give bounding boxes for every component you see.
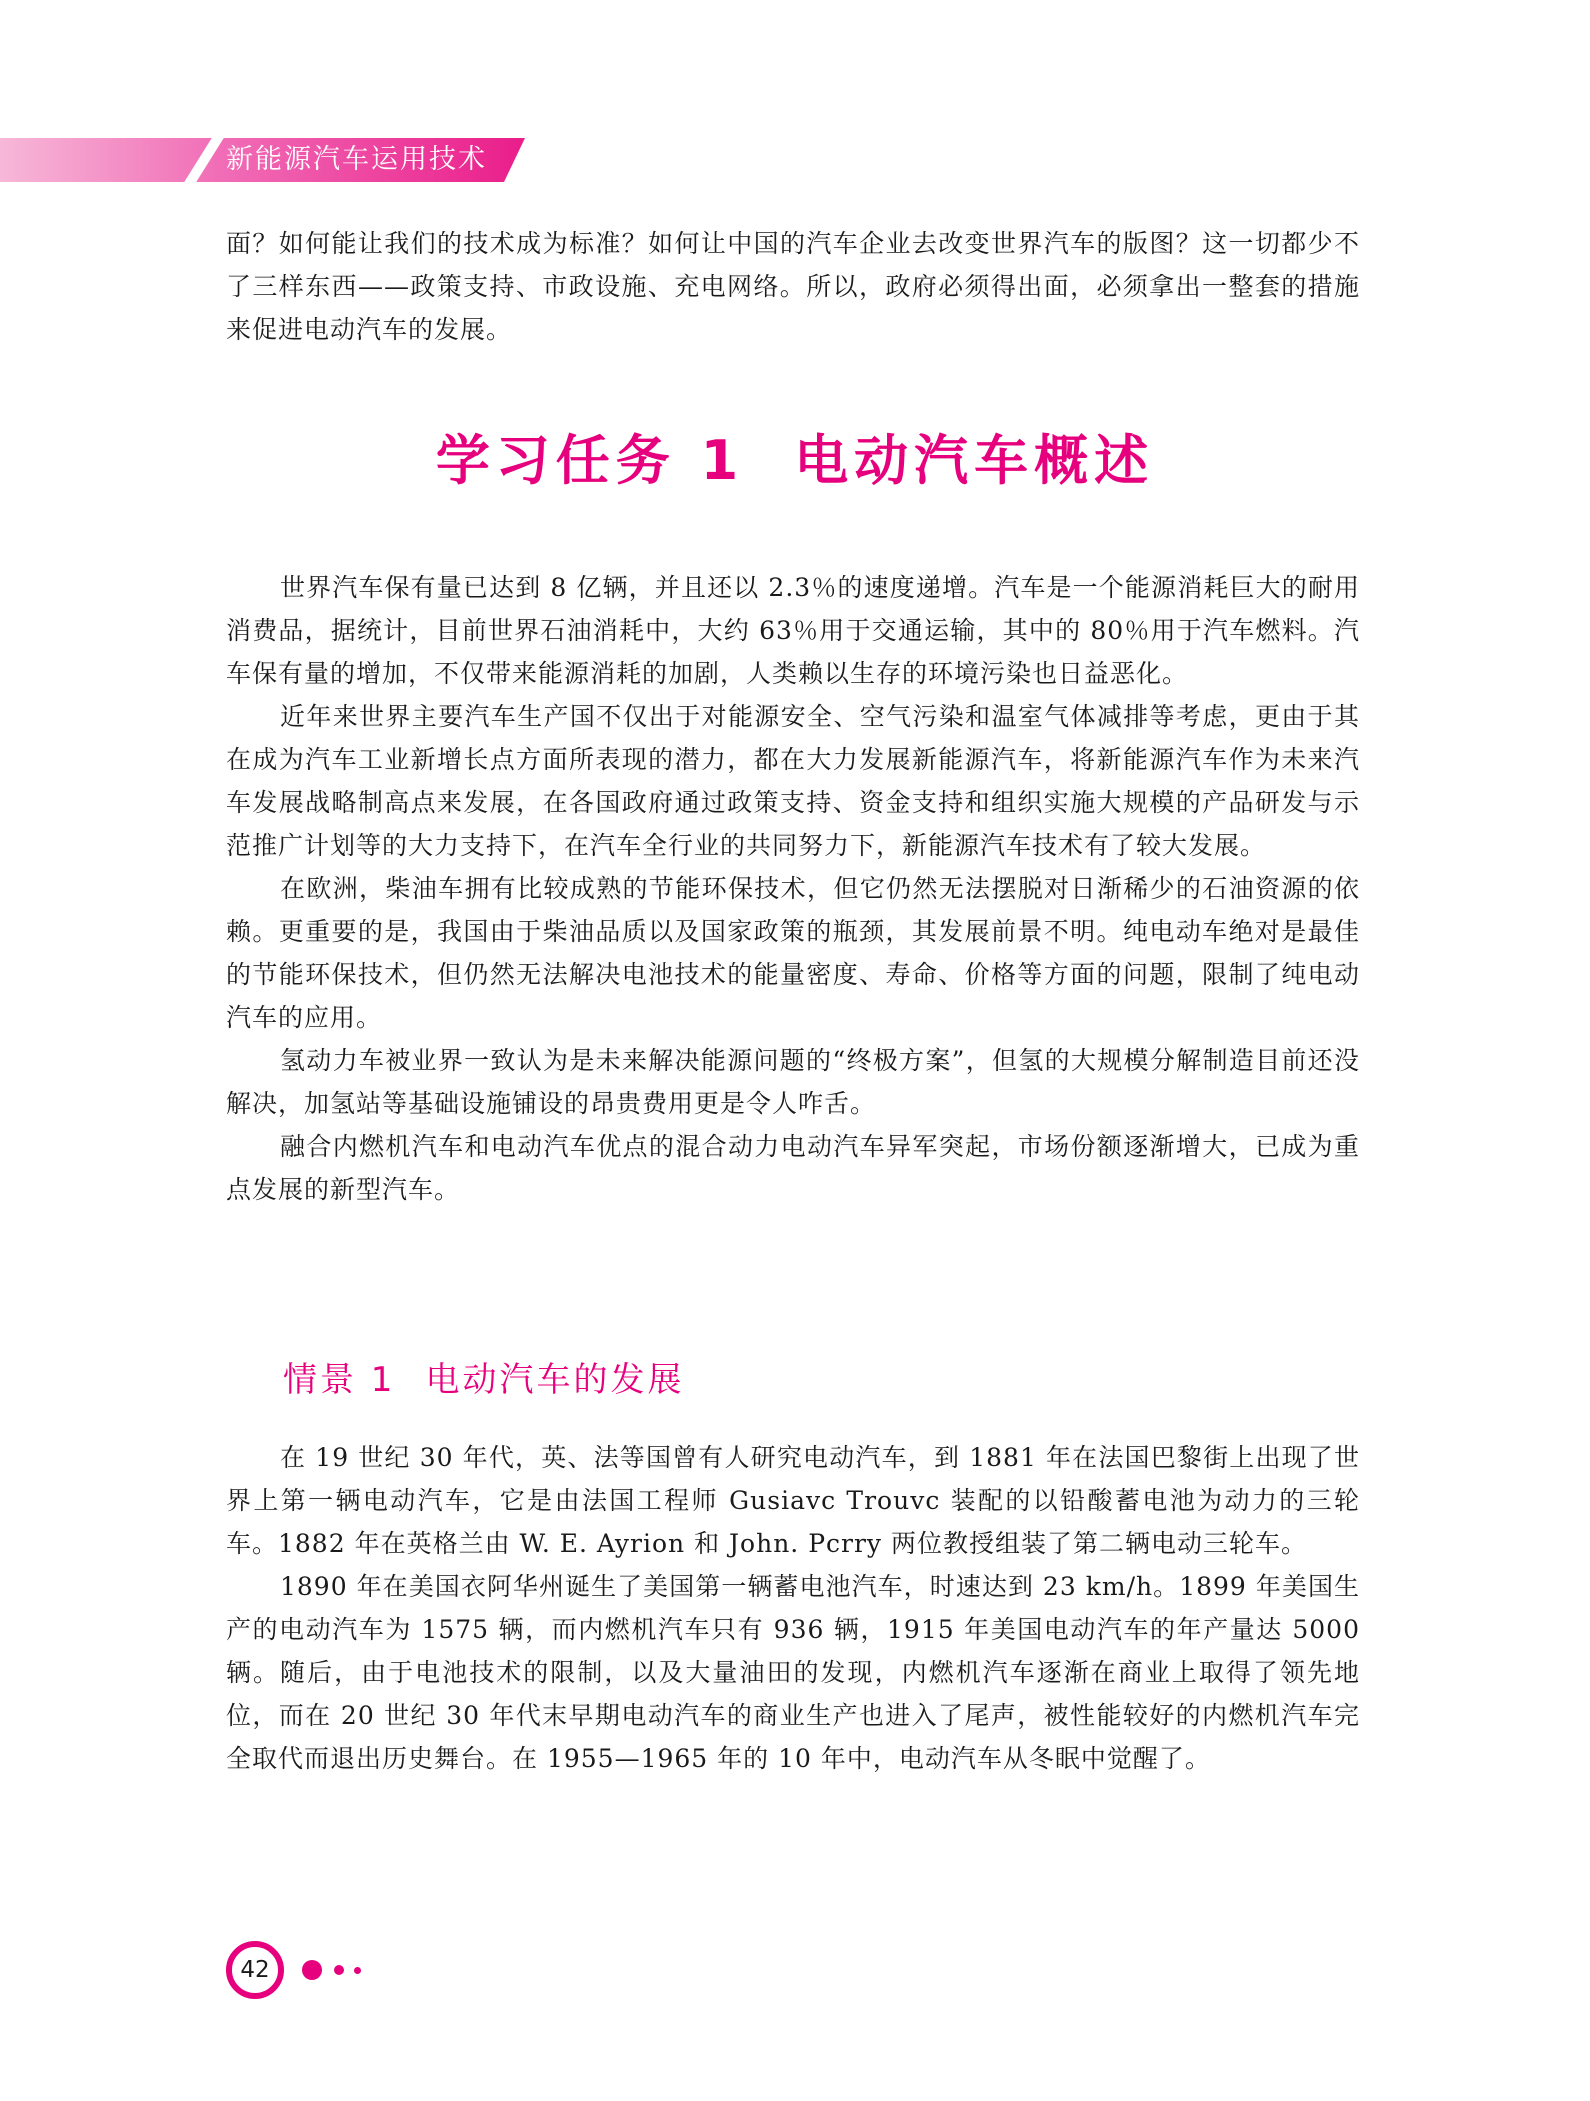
body-paragraph: 近年来世界主要汽车生产国不仅出于对能源安全、空气污染和温室气体减排等考虑，更由于其在成为汽车工业新增长点方面所表现的潜力，都在大力发展新能源汽车，将新能源汽车作为未来汽车发展战略制高点来发展，在各国政府通过政策支持、资金支持和组织实施大规模的产品研发与示范推广计划等的大力支持下，在汽车全行业的共同努力下，新能源汽车技术有了较大发展。 <box>226 702 1360 860</box>
body-paragraph: 在欧洲，柴油车拥有比较成熟的节能环保技术，但它仍然无法摆脱对日渐稀少的石油资源的依赖。更重要的是，我国由于柴油品质以及国家政策的瓶颈，其发展前景不明。纯电动车绝对是最佳的节能环保技术，但仍然无法解决电池技术的能量密度、寿命、价格等方面的问题，限制了纯电动汽车的应用。 <box>226 874 1360 1032</box>
running-header <box>0 138 525 182</box>
intro-text <box>226 222 1360 351</box>
decorative-dot-icon <box>302 1960 322 1980</box>
book-title: 新能源汽车运用技术 <box>226 144 487 175</box>
scene-heading <box>283 1352 684 1401</box>
scene-section <box>226 1436 1360 1780</box>
body-paragraph: 1890 年在美国衣阿华州诞生了美国第一辆蓄电池汽车，时速达到 23 km/h。1899 年美国生产的电动汽车为 1575 辆，而内燃机汽车只有 936 辆，1915 年美国电动汽车的年产量达 5000 辆。随后，由于电池技术的限制，以及大量油田的发现，内燃机汽车逐渐在商业上取得了领先地位，而在 20 世纪 30 年代末早期电动汽车的商业生产也进入了尾声，被性能较好的内燃机汽车完全取代而退出历史舞台。在 1955—1965 年的 10 年中，电动汽车从冬眠中觉醒了。 <box>226 1572 1360 1773</box>
scene-label: 情景 1 <box>283 1360 396 1400</box>
page-number: 42 <box>226 1941 284 1999</box>
task-label: 学习任务 1 <box>435 429 745 492</box>
overview-section <box>226 566 1360 1211</box>
decorative-dot-icon <box>334 1965 344 1975</box>
scene-title: 电动汽车的发展 <box>425 1360 685 1400</box>
body-paragraph: 融合内燃机汽车和电动汽车优点的混合动力电动汽车异军突起，市场份额逐渐增大，已成为重点发展的新型汽车。 <box>226 1132 1360 1204</box>
task-heading <box>0 418 1590 495</box>
intro-paragraph: 面？如何能让我们的技术成为标准？如何让中国的汽车企业去改变世界汽车的版图？这一切都少不了三样东西——政策支持、市政设施、充电网络。所以，政府必须得出面，必须拿出一整套的措施来促进电动汽车的发展。 <box>226 229 1360 344</box>
task-title: 电动汽车概述 <box>794 429 1155 492</box>
decorative-dot-icon <box>354 1967 361 1974</box>
body-paragraph: 在 19 世纪 30 年代，英、法等国曾有人研究电动汽车，到 1881 年在法国巴黎街上出现了世界上第一辆电动汽车，它是由法国工程师 Gusiavc Trouvc 装配的以铅酸蓄电池为动力的三轮车。1882 年在英格兰由 W. E. Ayrion 和 John. Pcrry 两位教授组装了第二辆电动三轮车。 <box>226 1443 1360 1558</box>
body-paragraph: 氢动力车被业界一致认为是未来解决能源问题的“终极方案”，但氢的大规模分解制造目前还没解决，加氢站等基础设施铺设的昂贵费用更是令人咋舌。 <box>226 1046 1360 1118</box>
body-paragraph: 世界汽车保有量已达到 8 亿辆，并且还以 2.3％的速度递增。汽车是一个能源消耗巨大的耐用消费品，据统计，目前世界石油消耗中，大约 63％用于交通运输，其中的 80％用于汽车燃料。汽车保有量的增加，不仅带来能源消耗的加剧，人类赖以生存的环境污染也日益恶化。 <box>226 573 1360 688</box>
